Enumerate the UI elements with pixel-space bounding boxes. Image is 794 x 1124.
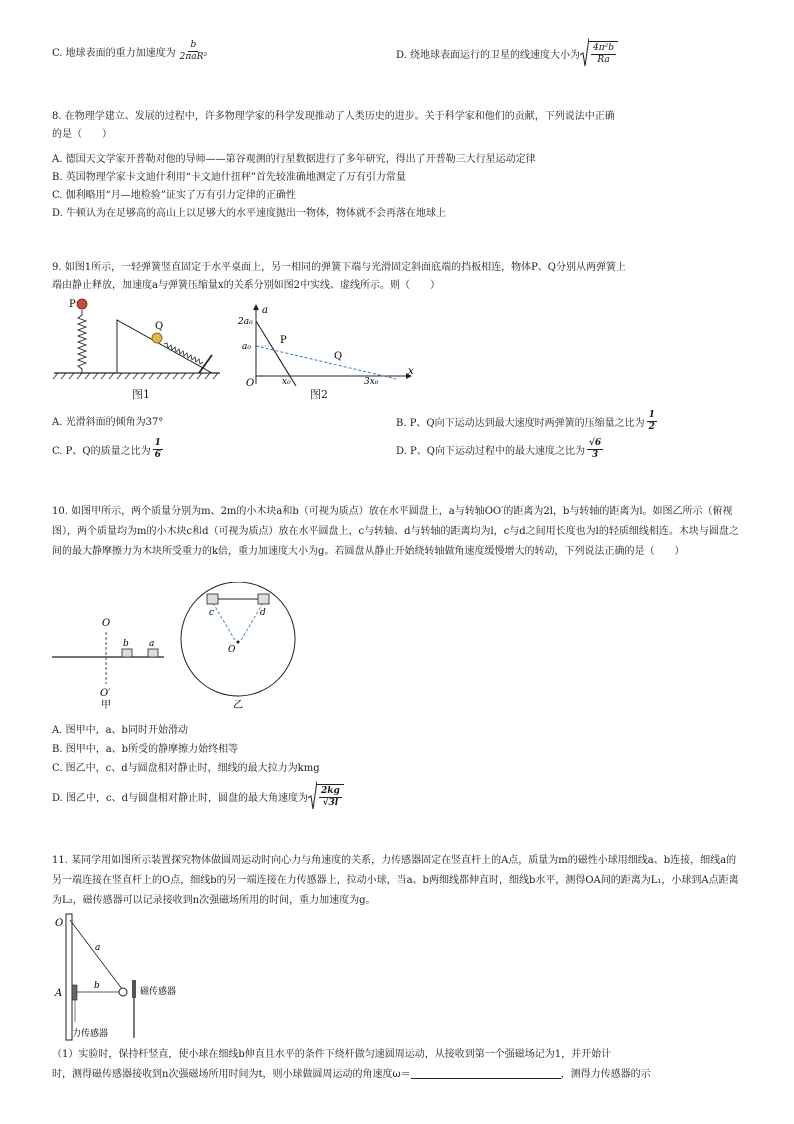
label-magnetic-sensor: 磁传感器 xyxy=(140,987,177,997)
label-p: P xyxy=(69,299,76,310)
q8-option-a: A. 德国天文学家开普勒对他的导师——第谷观测的行星数据进行了多年研究，得出了开普勒三大行星运动定律 xyxy=(52,154,536,165)
q11-part1-line2: 时，测得磁传感器接收到n次强磁场所用时间为t，则小球做圆周运动的角速度ω＝ ，测得力传感器的示 xyxy=(52,1066,651,1082)
q7-option-c-text: C. 地球表面的重力加速度为 xyxy=(52,48,176,59)
caption-yi: 乙 xyxy=(233,700,243,711)
q9-option-b: B. P、Q向下运动达到最大速度时两弹簧的压缩量之比为 $\frac{1}{2}$ xyxy=(396,410,655,432)
q9-fig2-caption: 图2 xyxy=(310,388,328,401)
tick-2a0: 2a₀ xyxy=(238,317,253,327)
label-o: O xyxy=(55,918,64,929)
q7-option-d xyxy=(396,38,618,68)
caption-jia: 甲 xyxy=(101,700,111,711)
q10-figure-jia xyxy=(52,612,172,712)
q9-option-d: D. P、Q向下运动过程中的最大速度之比为 $\frac{√6}{3}$ xyxy=(396,438,602,460)
q11-stem: 11. 某同学用如图所示装置探究物体做圆周运动时向心力与角速度的关系，力传感器固定在竖直杆上的A点，质量为m的磁性小球用细线a、b连接，细线a的另一端连接在竖直杆上的O点，细线b的另一端连接在力传感器上，拉动小球，当a、b两细线都伸直时，细线b水平，测得OA间的距离为L₁，小球到A点距离为L₂，磁传感器可以记录接收到n次强磁场所用的时间，重力加速度为g。 xyxy=(52,855,739,906)
label-string-b: b xyxy=(94,981,100,991)
q8-option-c: C. 伽利略用“月—地检验”证实了万有引力定律的正确性 xyxy=(52,190,296,201)
answer-blank[interactable] xyxy=(411,1066,561,1079)
radical-sign-icon xyxy=(580,38,589,68)
block-c xyxy=(207,594,218,604)
vertical-rod xyxy=(66,914,72,1040)
line-q-dashed xyxy=(256,346,384,376)
q7-option-d-sqrt: $\frac{\text{4π²b}}{Ra}$ xyxy=(580,38,618,68)
q8-stem-line2: 的是（ ） xyxy=(52,129,112,140)
q7-option-c-fraction: $\frac{b}{\text{2πaR²}}$ xyxy=(179,40,208,62)
label-b: b xyxy=(123,639,129,649)
label-c: c xyxy=(209,608,215,618)
q10-figure-yi xyxy=(178,582,303,712)
radical-sign-icon xyxy=(308,781,317,811)
q9-stem-line2: 端由静止释放，加速度a与弹簧压缩量x的关系分别如图2中实线、虚线所示。则（ ） xyxy=(52,280,440,291)
q8-option-b: B. 英国物理学家卡文迪什利用“卡文迪什扭秤”首先较准确地测定了万有引力常量 xyxy=(52,172,406,183)
axis-o-label: O xyxy=(102,618,111,629)
q7-option-c xyxy=(52,40,211,63)
ball-p xyxy=(77,299,87,309)
label-a: a xyxy=(149,639,155,649)
label-q-line: Q xyxy=(334,351,343,362)
q10-stem: 10. 如图甲所示，两个质量分别为m、2m的小木块a和b（可视为质点）放在水平圆盘上，a与转轴OO′的距离为2l，b与转轴的距离为l。如图乙所示（俯视图），两个质量均为m的小木块c和d（可视为质点）放在水平圆盘上，c与转轴、d与转轴的距离均为l，c与d之间用长度也为l的轻质细线相连。木块与圆盘之间的最大静摩擦力为木块所受重力的k倍，重力加速度大小为g。若圆盘从静止开始绕转轴做角速度缓慢增大的转动，下列说法正确的是（ ） xyxy=(52,506,739,557)
magnetic-ball xyxy=(119,988,127,996)
incline xyxy=(117,320,212,373)
q9-figure2 xyxy=(236,302,416,387)
label-string-a: a xyxy=(95,943,101,953)
q10-option-c: C. 图乙中，c、d与圆盘相对静止时，细线的最大拉力为kmg xyxy=(52,763,320,774)
q8-option-d: D. 牛顿认为在足够高的高山上以足够大的水平速度抛出一物体，物体就不会再落在地球上 xyxy=(52,208,447,219)
origin-label: O xyxy=(246,378,255,387)
q11-figure xyxy=(52,912,212,1042)
vertical-spring xyxy=(78,310,86,373)
q8-stem-line1: 8. 在物理学建立、发展的过程中，许多物理学家的科学发现推动了人类历史的进步。关于科学家和他们的贡献，下列说法中正确 xyxy=(52,111,615,122)
q7-option-d-text: D. 绕地球表面运行的卫星的线速度大小为 xyxy=(396,49,581,61)
tick-3x0: 3x₀ xyxy=(364,377,379,387)
label-a-point: A xyxy=(55,988,63,999)
magnetic-sensor xyxy=(132,980,136,998)
force-sensor xyxy=(72,985,77,1000)
q11-part1-line1: （1）实验时，保持杆竖直，使小球在细线b伸直且水平的条件下绕杆做匀速圆周运动，从接收到第一个强磁场记为1，并开始计 xyxy=(52,1049,612,1060)
label-center-o: O xyxy=(228,645,236,655)
ball-q xyxy=(152,333,162,343)
q10-option-d: D. 图乙中，c、d与圆盘相对静止时，圆盘的最大角速度为 $\frac{2kg}{√3l}$ xyxy=(52,781,344,811)
axis-a-label: a xyxy=(262,305,268,316)
q9-fig1-caption: 图1 xyxy=(132,388,150,401)
q9-figure1 xyxy=(52,295,227,380)
q10-option-b: B. 图甲中，a、b所受的静摩擦力始终相等 xyxy=(52,744,239,755)
q9-option-c: C. P、Q的质量之比为 $\frac{1}{6}$ xyxy=(52,438,161,460)
axis-o-prime-label: O′ xyxy=(100,688,111,699)
block-b xyxy=(122,649,132,657)
label-q: Q xyxy=(155,321,164,332)
label-p-line: P xyxy=(280,335,287,346)
q10-option-a: A. 图甲中，a、b同时开始滑动 xyxy=(52,725,188,736)
tick-a0: a₀ xyxy=(242,342,251,352)
q9-option-a: A. 光滑斜面的倾角为37° xyxy=(52,417,164,428)
axis-x-label: x xyxy=(408,366,414,377)
tick-x0: x₀ xyxy=(282,377,291,387)
block-a xyxy=(148,649,158,657)
q9-stem-line1: 9. 如图1所示，一轻弹簧竖直固定于水平桌面上，另一相同的弹簧下端与光滑固定斜面底端的挡板相连，物体P、Q分别从两弹簧上 xyxy=(52,262,627,273)
label-force-sensor: 力传感器 xyxy=(72,1029,109,1039)
block-d xyxy=(258,594,269,604)
label-d: d xyxy=(260,608,266,618)
